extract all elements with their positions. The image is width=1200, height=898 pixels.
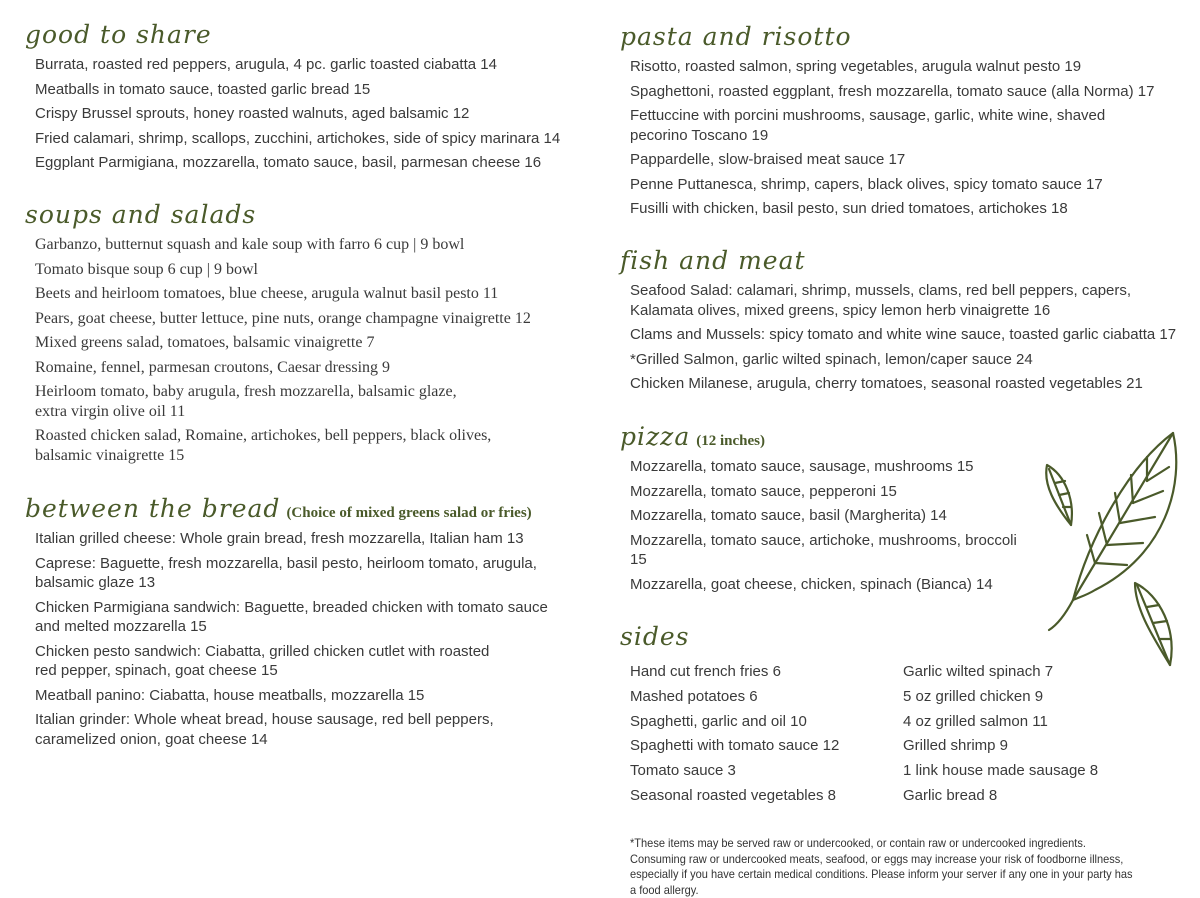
- section-heading-row: [620, 422, 1030, 451]
- menu-item: [35, 529, 595, 549]
- section-fish-and-meat: [620, 246, 1195, 399]
- menu-item-line: Mozzarella, tomato sauce, basil (Margherita) 14: [630, 507, 947, 524]
- menu-item-line: Tomato bisque soup 6 cup | 9 bowl: [35, 260, 258, 278]
- menu-item-line: Mashed potatoes 6: [630, 687, 758, 705]
- menu-item-line: balsamic glaze 13: [35, 574, 156, 591]
- menu-item-line: caramelized onion, goat cheese 14: [35, 730, 268, 748]
- section-heading: sides: [620, 622, 690, 651]
- menu-item-line: 5 oz grilled chicken 9: [903, 687, 1044, 705]
- menu-item-line: Italian grilled cheese: Whole grain bread, fresh mozzarella, Italian ham 13: [35, 530, 524, 547]
- menu-item: [630, 712, 900, 732]
- menu-item: [630, 374, 1195, 394]
- menu-item: [630, 82, 1195, 102]
- menu-item-line: Fried calamari, shrimp, scallops, zucchini, artichokes, side of spicy marinara 14: [35, 129, 561, 147]
- menu-item: [630, 457, 1030, 477]
- menu-item: [630, 350, 1195, 370]
- menu-item: [630, 761, 900, 781]
- menu-item-line: Fettuccine with porcini mushrooms, sausage, garlic, white wine, shaved: [630, 107, 1106, 124]
- menu-item-line: Italian grinder: Whole wheat bread, house sausage, red bell peppers,: [35, 711, 494, 728]
- menu-item: [630, 482, 1030, 502]
- menu-item: [35, 309, 595, 329]
- menu-item-line: extra virgin olive oil 11: [35, 402, 186, 420]
- menu-item: [630, 57, 1195, 77]
- section-heading: soups and salads: [25, 200, 257, 229]
- menu-item: [630, 506, 1030, 526]
- menu-item-line: Meatball panino: Ciabatta, house meatballs, mozzarella 15: [35, 686, 425, 704]
- menu-item-line: Garlic wilted spinach 7: [903, 663, 1054, 680]
- menu-item-line: Garlic bread 8: [903, 786, 998, 804]
- menu-item: [35, 129, 595, 149]
- menu-item: [35, 426, 595, 465]
- menu-item-line: Tomato sauce 3: [630, 762, 736, 780]
- menu-item: [903, 687, 1173, 707]
- menu-item: [35, 235, 595, 255]
- menu-item-line: Mozzarella, tomato sauce, artichoke, mushrooms, broccoli 15: [630, 531, 1017, 568]
- menu-item-line: Roasted chicken salad, Romaine, artichokes, bell peppers, black olives,: [35, 427, 492, 444]
- section-heading: good to share: [25, 20, 212, 49]
- menu-item-line: *Grilled Salmon, garlic wilted spinach, lemon/caper sauce 24: [630, 350, 1033, 368]
- menu-item: [35, 642, 595, 681]
- menu-item: [35, 284, 595, 304]
- menu-item-line: Caprese: Baguette, fresh mozzarella, basil pesto, heirloom tomato, arugula,: [35, 554, 537, 572]
- menu-item-line: Seasonal roasted vegetables 8: [630, 786, 836, 804]
- menu-item-line: Burrata, roasted red peppers, arugula, 4 pc. garlic toasted ciabatta 14: [35, 56, 497, 73]
- menu-item-line: Spaghetti with tomato sauce 12: [630, 737, 840, 755]
- menu-item-line: Mozzarella, goat cheese, chicken, spinach (Bianca) 14: [630, 575, 993, 593]
- section-heading: between the bread: [25, 494, 281, 523]
- section-note: (Choice of mixed greens salad or fries): [286, 505, 532, 521]
- menu-item-line: Meatballs in tomato sauce, toasted garlic bread 15: [35, 80, 371, 98]
- menu-item-line: Grilled shrimp 9: [903, 737, 1009, 755]
- menu-item-line: Chicken Milanese, arugula, cherry tomatoes, seasonal roasted vegetables 21: [630, 375, 1143, 392]
- section-heading: pasta and risotto: [620, 22, 852, 51]
- menu-item: [630, 325, 1195, 345]
- menu-item-line: Garbanzo, butternut squash and kale soup with farro 6 cup | 9 bowl: [35, 236, 465, 253]
- menu-item-line: Spaghettoni, roasted eggplant, fresh mozzarella, tomato sauce (alla Norma) 17: [630, 82, 1155, 100]
- menu-item-line: and melted mozzarella 15: [35, 618, 207, 635]
- menu-item-line: Penne Puttanesca, shrimp, capers, black olives, spicy tomato sauce 17: [630, 175, 1103, 193]
- menu-item-line: Mozzarella, tomato sauce, pepperoni 15: [630, 482, 897, 500]
- section-heading-row: [25, 494, 595, 523]
- menu-item: [35, 80, 595, 100]
- sides-column-1: [630, 662, 900, 811]
- section-pasta-and-risotto: [620, 22, 1195, 224]
- menu-item: [35, 710, 595, 749]
- menu-item-line: Hand cut french fries 6: [630, 663, 781, 680]
- menu-item: [35, 358, 595, 378]
- menu-item: [35, 333, 595, 353]
- menu-item: [35, 598, 595, 637]
- menu-item: [630, 687, 900, 707]
- menu-item: [630, 786, 900, 806]
- menu-item: [35, 104, 595, 124]
- menu-item-line: Pears, goat cheese, butter lettuce, pine nuts, orange champagne vinaigrette 12: [35, 309, 531, 327]
- menu-item-line: pecorino Toscano 19: [630, 126, 769, 144]
- menu-item-line: Eggplant Parmigiana, mozzarella, tomato sauce, basil, parmesan cheese 16: [35, 154, 542, 171]
- basil-leaf-icon: [1035, 425, 1185, 670]
- menu-item-line: 1 link house made sausage 8: [903, 762, 1099, 780]
- menu-item-line: Crispy Brussel sprouts, honey roasted walnuts, aged balsamic 12: [35, 105, 470, 122]
- menu-item-line: Heirloom tomato, baby arugula, fresh mozzarella, balsamic glaze,: [35, 383, 457, 400]
- allergy-disclaimer: *These items may be served raw or undercooked, or contain raw or undercooked ingredients. Consuming raw or undercooked meats, seafood, or eggs may increase your risk of foodborne illness, especially if you have certain medical conditions. Please inform your server if any one in your party has a food allergy.: [630, 836, 1133, 897]
- menu-item-line: Beets and heirloom tomatoes, blue cheese, arugula walnut basil pesto 11: [35, 285, 499, 302]
- section-good-to-share: [25, 20, 595, 178]
- menu-item: [35, 554, 595, 593]
- section-pizza: [620, 422, 1030, 599]
- menu-item: [35, 55, 595, 75]
- menu-item-line: Mixed greens salad, tomatoes, balsamic vinaigrette 7: [35, 334, 375, 351]
- menu-item: [903, 761, 1173, 781]
- section-note: (12 inches): [696, 433, 765, 449]
- menu-item: [630, 175, 1195, 195]
- menu-item-line: 4 oz grilled salmon 11: [903, 712, 1048, 730]
- menu-item-line: Mozzarella, tomato sauce, sausage, mushrooms 15: [630, 458, 974, 475]
- menu-item-line: Romaine, fennel, parmesan croutons, Caesar dressing 9: [35, 358, 391, 376]
- menu-item: [35, 686, 595, 706]
- menu-item-line: Kalamata olives, mixed greens, spicy lemon herb vinaigrette 16: [630, 301, 1051, 319]
- menu-item-line: balsamic vinaigrette 15: [35, 446, 185, 464]
- sides-column-2: [903, 662, 1173, 811]
- menu-item-line: Clams and Mussels: spicy tomato and white wine sauce, toasted garlic ciabatta 17: [630, 326, 1177, 343]
- menu-item: [630, 531, 1030, 570]
- menu-item: [35, 260, 595, 280]
- menu-item: [630, 106, 1195, 145]
- menu-item: [630, 281, 1195, 320]
- section-heading: pizza: [620, 422, 691, 451]
- menu-item-line: Chicken Parmigiana sandwich: Baguette, breaded chicken with tomato sauce: [35, 598, 548, 616]
- menu-item-line: Spaghetti, garlic and oil 10: [630, 712, 807, 730]
- menu-item: [630, 575, 1030, 595]
- menu-item: [903, 786, 1173, 806]
- menu-item: [630, 199, 1195, 219]
- menu-item-line: Pappardelle, slow-braised meat sauce 17: [630, 151, 906, 168]
- menu-item: [903, 712, 1173, 732]
- menu-item: [35, 382, 595, 421]
- menu-item: [630, 150, 1195, 170]
- section-heading: fish and meat: [620, 246, 806, 275]
- section-between-the-bread: [25, 494, 595, 754]
- menu-item: [35, 153, 595, 173]
- menu-item: [903, 736, 1173, 756]
- section-soups-and-salads: [25, 200, 595, 470]
- menu-item: [630, 736, 900, 756]
- menu-item-line: red pepper, spinach, goat cheese 15: [35, 662, 278, 679]
- menu-item-line: Seafood Salad: calamari, shrimp, mussels, clams, red bell peppers, capers,: [630, 282, 1132, 299]
- menu-item-line: Risotto, roasted salmon, spring vegetables, arugula walnut pesto 19: [630, 58, 1082, 75]
- menu-item: [630, 662, 900, 682]
- menu-item-line: Fusilli with chicken, basil pesto, sun dried tomatoes, artichokes 18: [630, 200, 1068, 217]
- menu-item-line: Chicken pesto sandwich: Ciabatta, grilled chicken cutlet with roasted: [35, 642, 490, 660]
